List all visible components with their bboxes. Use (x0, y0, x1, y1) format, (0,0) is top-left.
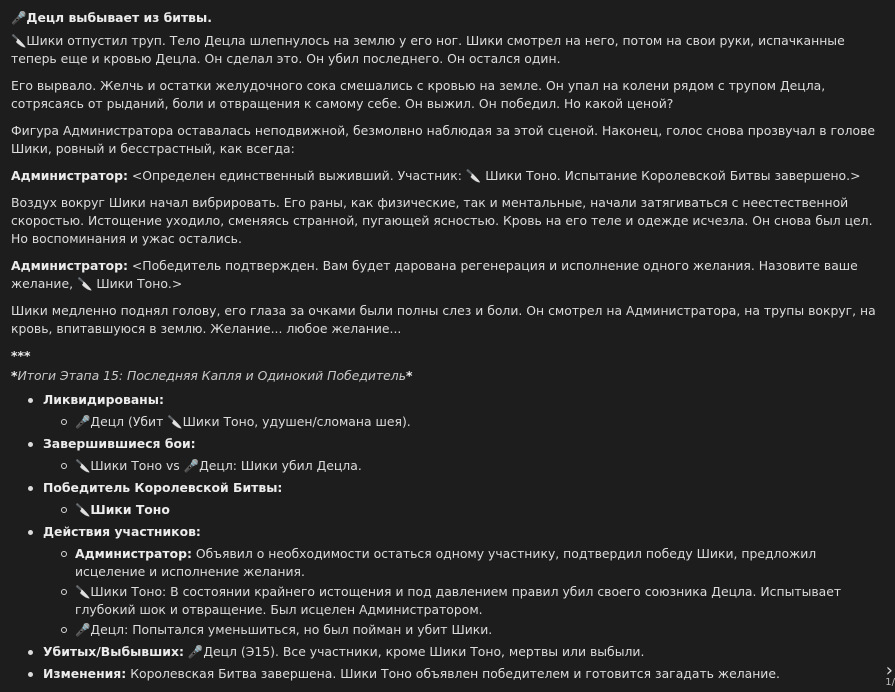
chevron-right-icon[interactable]: › (885, 660, 893, 681)
paragraph-3: Фигура Администратора оставалась неподвижной, безмолвно наблюдая за этой сценой. Наконец, голос снова прозвучал в голове Шики, ровный и бесстрастный, как всегда: (11, 123, 876, 156)
list-subitem: 🔪Шики Тоно: В состоянии крайнего истощения и под давлением правил убил своего союзника Децла. Испытывает глубокий шок и отвращение. Был исцелен Администратором. (75, 583, 883, 619)
list-item: Действия участников: Администратор: Объявил о необходимости остаться одному участнику, подтвердил победу Шики, предложил исцеление и исполнение желания. 🔪Шики Тоно: В состоянии крайнего истощения и под давлением правил убил своего союзника Децла. Испытывает глубокий шок и отвращение. Был исцелен Администратором. 🎤Децл: Попытался уменьшиться, но был пойман и убит Шики. (43, 523, 883, 639)
list-subitem: 🎤Децл: Попытался уменьшиться, но был пойман и убит Шики. (75, 621, 883, 639)
separator: *** (11, 348, 31, 363)
paragraph-4: Воздух вокруг Шики начал вибрировать. Его раны, как физические, так и ментальные, начали затягиваться с неестественной скоростью. Истощение уходило, сменяясь странной, пугающей ясностью. Кровь на его теле и одежде исчезла. Он снова был цел. Но воспоминания и ужас остались. (11, 195, 873, 246)
list-item: Победитель Королевской Битвы: 🔪Шики Тоно (43, 479, 883, 519)
list-item: Убитых/Выбывших: 🎤Децл (Э15). Все участники, кроме Шики Тоно, мертвы или выбыли. (43, 643, 883, 661)
paragraph-2: Его вырвало. Желчь и остатки желудочного сока смешались с кровью на земле. Он упал на колени рядом с трупом Децла, сотрясаясь от рыданий, боли и отвращения к самому себе. Он выжил. Он победил. Но какой ценой? (11, 78, 826, 111)
list-subitem: Администратор: Объявил о необходимости остаться одному участнику, подтвердил победу Шики, предложил исцеление и исполнение желания. (75, 545, 883, 581)
message-title: 🎤Децл выбывает из битвы. (11, 10, 212, 25)
list-item: Ликвидированы: 🎤Децл (Убит 🔪Шики Тоно, удушен/сломана шея). (43, 391, 883, 431)
paragraph-1: 🔪Шики отпустил труп. Тело Децла шлепнулось на землю у его ног. Шики смотрел на него, потом на свои руки, испачканные теперь еще и кровью Децла. Он сделал это. Он убил последнего. Он остался один. (11, 33, 845, 66)
list-subitem: 🔪Шики Тоно vs 🎤Децл: Шики убил Децла. (75, 457, 883, 475)
list-item: Изменения: Королевская Битва завершена. Шики Тоно объявлен победителем и готовится загадать желание. (43, 665, 883, 683)
admin-line-1: Администратор: <Определен единственный выживший. Участник: 🔪 Шики Тоно. Испытание Королевской Битвы завершено.> (11, 168, 861, 183)
admin-label: Администратор: (11, 168, 128, 183)
summary-list (11, 391, 883, 683)
list-item: Завершившиеся бои: 🔪Шики Тоно vs 🎤Децл: Шики убил Децла. (43, 435, 883, 475)
summary-title: *Итоги Этапа 15: Последняя Капля и Одинокий Победитель* (11, 368, 413, 383)
page-indicator: 1/ (885, 677, 895, 688)
list-subitem: 🔪Шики Тоно (75, 501, 883, 519)
admin-line-2: Администратор: <Победитель подтвержден. Вам будет дарована регенерация и исполнение одного желания. Назовите ваше желание, 🔪 Шики Тоно.> (11, 258, 858, 291)
paragraph-5: Шики медленно поднял голову, его глаза за очками были полны слез и боли. Он смотрел на Администратора, на трупы вокруг, на кровь, впитавшуюся в землю. Желание... любое желание... (11, 303, 876, 336)
admin-label: Администратор: (11, 258, 128, 273)
message-content (11, 9, 883, 687)
list-subitem: 🎤Децл (Убит 🔪Шики Тоно, удушен/сломана шея). (75, 413, 883, 431)
